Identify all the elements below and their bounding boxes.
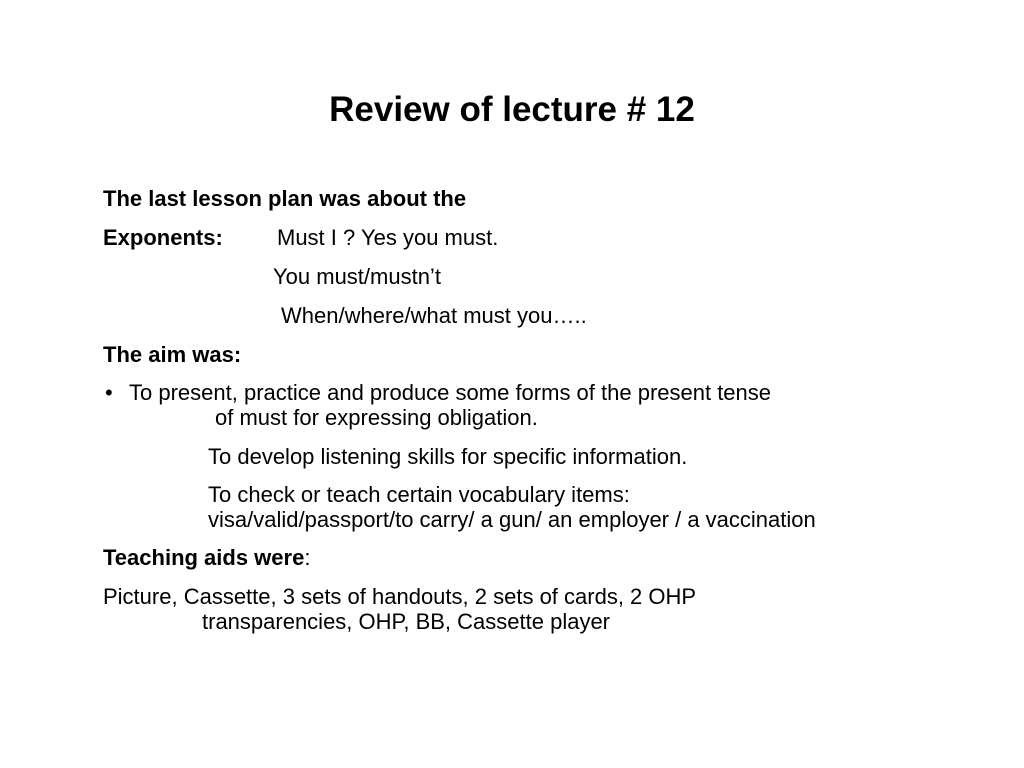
aim-item-line: To develop listening skills for specific information. (208, 444, 688, 469)
teaching-aids-heading (103, 545, 310, 571)
exponent-item: You must/mustn’t (273, 264, 441, 289)
aim-item-line: To present, practice and produce some forms of the present tense (129, 380, 772, 405)
aim-item-line: To check or teach certain vocabulary items: (208, 482, 630, 507)
aim-item-line: visa/valid/passport/to carry/ a gun/ an employer / a vaccination (208, 507, 816, 532)
exponents-label: Exponents: (103, 225, 223, 250)
teaching-aids-colon: : (304, 545, 311, 570)
teaching-aids-line: Picture, Cassette, 3 sets of handouts, 2 sets of cards, 2 OHP (103, 584, 697, 609)
bullet-icon: • (105, 380, 113, 405)
teaching-aids-line: transparencies, OHP, BB, Cassette player (202, 609, 611, 634)
aim-item-line: of must for expressing obligation. (215, 405, 538, 430)
teaching-aids-label: Teaching aids were (103, 545, 305, 570)
aim-bullet (105, 380, 771, 406)
exponent-item: Must I ? Yes you must. (277, 225, 499, 250)
exponent-item: When/where/what must you….. (281, 303, 587, 328)
intro-text: The last lesson plan was about the (103, 186, 467, 211)
aim-label: The aim was: (103, 342, 242, 367)
slide-title: Review of lecture # 12 (329, 90, 695, 129)
